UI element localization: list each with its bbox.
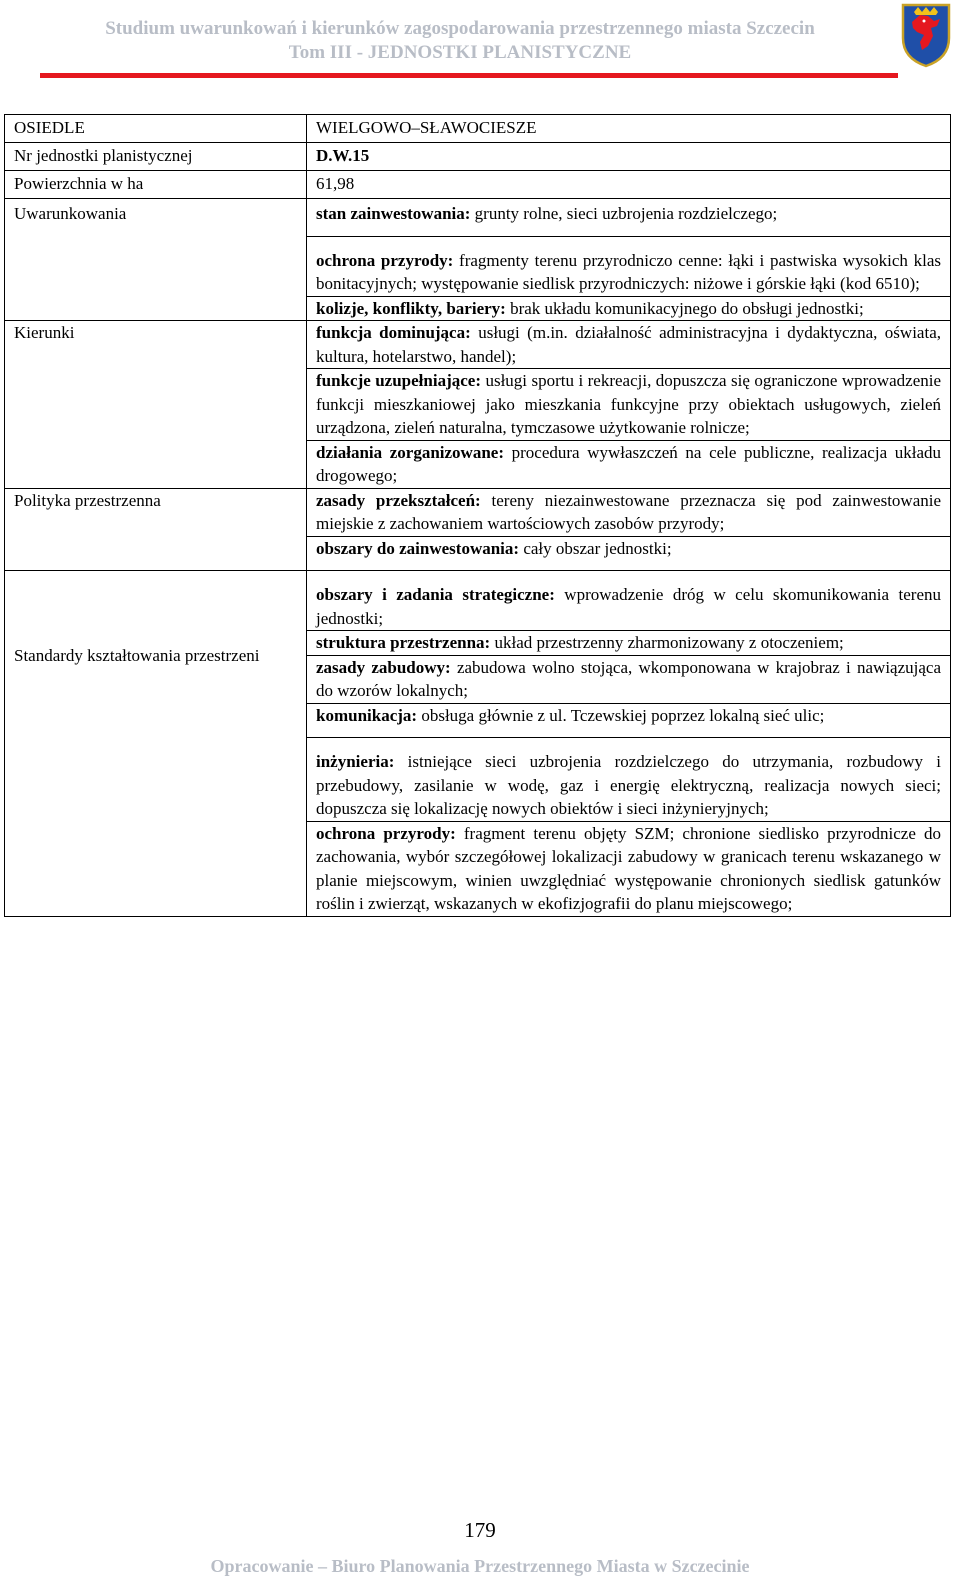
item-text: fragment terenu objęty SZM; chronione siedlisko przyrodnicze do zachowania, wybór szczegółowej lokalizacji zabudowy w granicach terenu wskazanego w planie miejscowym, winien uwzględniać występowanie chronionych siedlisk gatunków roślin i zwierząt, wskazanych w ekofizjografii do planu miejscowego; [316,823,941,913]
uwarunkowania-label: Uwarunkowania [5,199,307,321]
item-heading: kolizje, konflikty, bariery: [316,298,506,318]
polityka-item [307,537,950,571]
uwarunkowania-item [307,199,950,237]
standardy-item [307,822,950,916]
kierunki-label: Kierunki [5,321,307,489]
item-heading: funkcje uzupełniające: [316,371,482,390]
uwarunkowania-content [307,199,951,321]
standardy-item [307,704,950,739]
item-text: grunty rolne, sieci uzbrojenia rozdzielczego; [470,204,778,223]
footer-credit: Opracowanie – Biuro Planowania Przestrzennego Miasta w Szczecinie [210,1556,750,1576]
nr-jednostki-label: Nr jednostki planistycznej [5,143,307,171]
szczecin-coat-of-arms-icon [900,2,952,68]
item-text: tereny niezainwestowane przeznacza się pod zainwestowanie miejskie z zachowaniem wartościowych zasobów przyrody; [316,490,942,533]
powierzchnia-value: 61,98 [307,171,951,199]
polityka-item [307,489,950,537]
nr-jednostki-value: D.W.15 [307,143,951,171]
item-heading: działania zorganizowane: [316,442,504,462]
standardy-content [307,571,951,917]
item-text: cały obszar jednostki; [519,538,672,558]
polityka-content [307,488,951,571]
item-text: usługi (m.in. działalność administracyjna i dydaktyczna, oświata, kultura, hotelarstwo, handel); [316,323,941,366]
item-text: istniejące sieci uzbrojenia rozdzielczego do utrzymania, rozbudowy i przebudowy, zasilanie w wodę, gaz i energię elektryczną, realizacja nowych sieci; dopuszcza się lokalizację nowych obiektów i sieci inżynieryjnych; [316,752,941,818]
item-text: zabudowa wolno stojąca, wkomponowana w krajobraz i nawiązująca do wzorów lokalnych; [316,657,941,700]
item-heading: stan zainwestowania: [316,204,471,223]
section-polityka [5,488,951,571]
item-text: fragmenty terenu przyrodniczo cenne: łąki i pastwiska wysokich klas bonitacyjnych; występowanie siedlisk przyrodniczych: niżowe i górskie łąki (kod 6510); [316,250,942,293]
item-text: procedura wywłaszczeń na cele publiczne, realizacja układu drogowego; [316,442,941,485]
row-nr-jednostki [5,143,951,171]
item-heading: zasady przekształceń: [316,490,481,510]
kierunki-content [307,321,951,489]
item-heading: zasady zabudowy: [316,657,451,677]
document-title: Studium uwarunkowań i kierunków zagospodarowania przestrzennego miasta Szczecin [105,18,815,39]
item-text: obsługa głównie z ul. Tczewskiej poprzez lokalną sieć ulic; [417,705,825,725]
page-header [0,0,960,82]
row-osiedle [5,115,951,143]
powierzchnia-label: Powierzchnia w ha [5,171,307,199]
item-heading: ochrona przyrody: [316,823,456,843]
uwarunkowania-item [307,297,950,321]
item-text: wprowadzenie dróg w celu skomunikowania terenu jednostki; [316,585,941,628]
osiedle-label: OSIEDLE [5,115,307,143]
osiedle-value: WIELGOWO–SŁAWOCIESZE [307,115,951,143]
header-rule [40,73,898,78]
item-heading: inżynieria: [316,752,395,771]
row-powierzchnia [5,171,951,199]
standardy-label: Standardy kształtowania przestrzeni [5,571,307,917]
item-heading: funkcja dominująca: [316,323,471,342]
item-heading: ochrona przyrody: [316,250,454,270]
item-text: usługi sportu i rekreacji, dopuszcza się ograniczone wprowadzenie funkcji mieszkaniowej jako mieszkania funkcyjne przy obiektach usługowych, zieleń urządzona, zieleń naturalna, tymczasowe użytkowanie rolnicze; [316,371,942,437]
uwarunkowania-item [307,237,950,297]
page-number: 179 [464,1518,496,1542]
item-heading: obszary i zadania strategiczne: [316,585,555,604]
section-uwarunkowania [5,199,951,321]
kierunki-item [307,441,950,488]
standardy-item [307,738,950,822]
standardy-item [307,656,950,704]
item-heading: struktura przestrzenna: [316,633,491,652]
item-text: układ przestrzenny zharmonizowany z otoczeniem; [490,633,844,652]
section-standardy [5,571,951,917]
volume-title: Tom III - JEDNOSTKI PLANISTYCZNE [288,42,632,63]
item-heading: obszary do zainwestowania: [316,538,520,558]
item-text: brak układu komunikacyjnego do obsługi jednostki; [505,298,864,318]
item-heading: komunikacja: [316,705,418,725]
standardy-item [307,631,950,656]
section-kierunki [5,321,951,489]
planning-unit-table [4,114,951,917]
standardy-item [307,571,950,631]
polityka-label: Polityka przestrzenna [5,488,307,571]
kierunki-item [307,369,950,441]
kierunki-item [307,321,950,369]
